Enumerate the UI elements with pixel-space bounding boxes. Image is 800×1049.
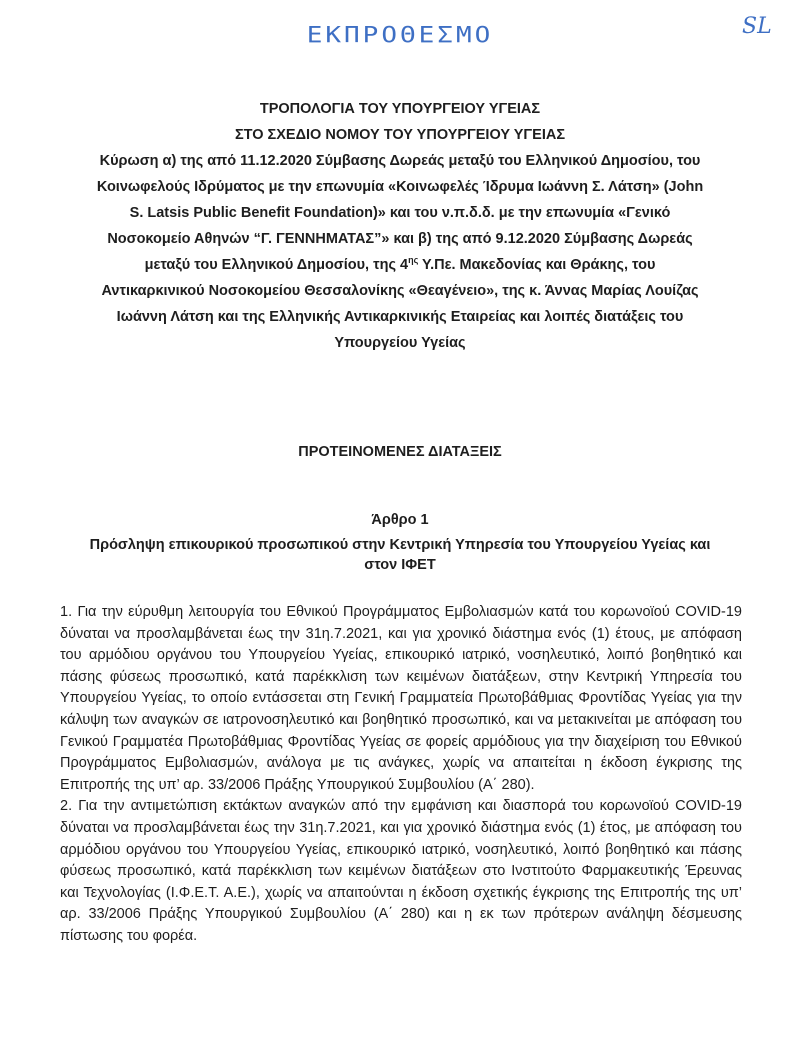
article-number: Άρθρο 1 xyxy=(371,512,429,528)
article-body xyxy=(60,602,742,948)
title-line-part: μεταξύ του Ελληνικού Δημοσίου, της 4 xyxy=(144,257,409,273)
article-title-line: στον ΙΦΕΤ xyxy=(364,557,436,573)
paragraph: 2. Για την αντιμετώπιση εκτάκτων αναγκών από την εμφάνιση και διασπορά του κορωνοϊού COVID-19 δύναται να προσλαμβάνεται έως την 31η.7.2021, και για χρονικό διάστημα ενός (1) έτος, με απόφαση του αρμόδιου οργάνου του Υπουργείου Υγείας, επικουρικό ιατρικό, νοσηλευτικό, λοιπό βοηθητικό και πάσης φύσεως προσωπικό, κατά παρέκκλιση των κειμένων διατάξεων στο Ινστιτούτο Φαρμακευτικής Έρευνας και Τεχνολογίας (Ι.Φ.Ε.Τ. Α.Ε.), χωρίς να απαιτούνται η έκδοση σχετικής έγκρισης της Επιτροπής της υπ’ αρ. 33/2006 Πράξης Υπουργικού Συμβουλίου (Α΄ 280) και η εκ των πρότερων ανάληψη δέσμευσης πίστωσης του φορέα. xyxy=(60,798,742,944)
paragraph: 1. Για την εύρυθμη λειτουργία του Εθνικού Προγράμματος Εμβολιασμών κατά του κορωνοϊού COVID-19 δύναται να προσλαμβάνεται έως την 31η.7.2021, και για χρονικό διάστημα ενός (1) έτους, με απόφαση του αρμόδιου οργάνου του Υπουργείου Υγείας, επικουρικό ιατρικό, νοσηλευτικό, λοιπό βοηθητικό και πάσης φύσεως προσωπικό, κατά παρέκκλιση των κειμένων διατάξεων, στην Κεντρική Υπηρεσία του Υπουργείου Υγείας, το οποίο εντάσσεται στη Γενική Γραμματεία Πρωτοβάθμιας Φροντίδας Υγείας για την κάλυψη των αναγκών σε ιατρονοσηλευτικό και βοηθητικό προσωπικό, και να μετακινείται με απόφαση του Γενικού Γραμματέα Πρωτοβάθμιας Φροντίδας Υγείας σε φορείς αρμόδιους για την διαχείριση του Εθνικού Προγράμματος Εμβολιασμών, ανάλογα με τις ανάγκες, χωρίς να απαιτείται η έκδοση έγκρισης της Επιτροπής της υπ’ αρ. 33/2006 Πράξης Υπουργικού Συμβουλίου (Α΄ 280). xyxy=(60,604,742,793)
ordinal-suffix: ης xyxy=(408,255,419,266)
title-line: Αντικαρκινικού Νοσοκομείου Θεσσαλονίκης «Θεαγένειο», της κ. Άννας Μαρίας Λουίζας xyxy=(101,283,699,299)
handwritten-initials: SL xyxy=(742,14,772,39)
title-line: Κοινωφελούς Ιδρύματος με την επωνυμία «Κοινωφελές Ίδρυμα Ιωάννη Σ. Λάτση» (John xyxy=(96,179,704,195)
title-line: Κύρωση α) της από 11.12.2020 Σύμβασης Δωρεάς μεταξύ του Ελληνικού Δημοσίου, του xyxy=(99,153,701,169)
late-submission-stamp: ΕΚΠΡΟΘΕΣΜΟ xyxy=(306,22,494,48)
title-line: Νοσοκομείο Αθηνών “Γ. ΓΕΝΝΗΜΑΤΑΣ”» και β) της από 9.12.2020 Σύμβασης Δωρεάς xyxy=(107,231,693,247)
title-line-part: Υ.Πε. Μακεδονίας και Θράκης, του xyxy=(418,257,656,273)
title-line xyxy=(60,252,740,278)
title-line: Ιωάννη Λάτση και της Ελληνικής Αντικαρκινικής Εταιρείας και λοιπές διατάξεις του xyxy=(116,309,684,325)
title-line: ΣΤΟ ΣΧΕΔΙΟ ΝΟΜΟΥ ΤΟΥ ΥΠΟΥΡΓΕΙΟΥ ΥΓΕΙΑΣ xyxy=(234,127,566,143)
title-line: ΤΡΟΠΟΛΟΓΙΑ ΤΟΥ ΥΠΟΥΡΓΕΙΟΥ ΥΓΕΙΑΣ xyxy=(259,101,541,117)
article-title-line: Πρόσληψη επικουρικού προσωπικού στην Κεντρική Υπηρεσία του Υπουργείου Υγείας και xyxy=(89,537,711,553)
document-title xyxy=(60,96,740,356)
article-title xyxy=(60,535,740,575)
proposed-provisions-heading: ΠΡΟΤΕΙΝΟΜΕΝΕΣ ΔΙΑΤΑΞΕΙΣ xyxy=(298,444,502,460)
title-line: S. Latsis Public Benefit Foundation)» και του ν.π.δ.δ. με την επωνυμία «Γενικό xyxy=(129,205,671,221)
title-line: Υπουργείου Υγείας xyxy=(334,335,466,351)
